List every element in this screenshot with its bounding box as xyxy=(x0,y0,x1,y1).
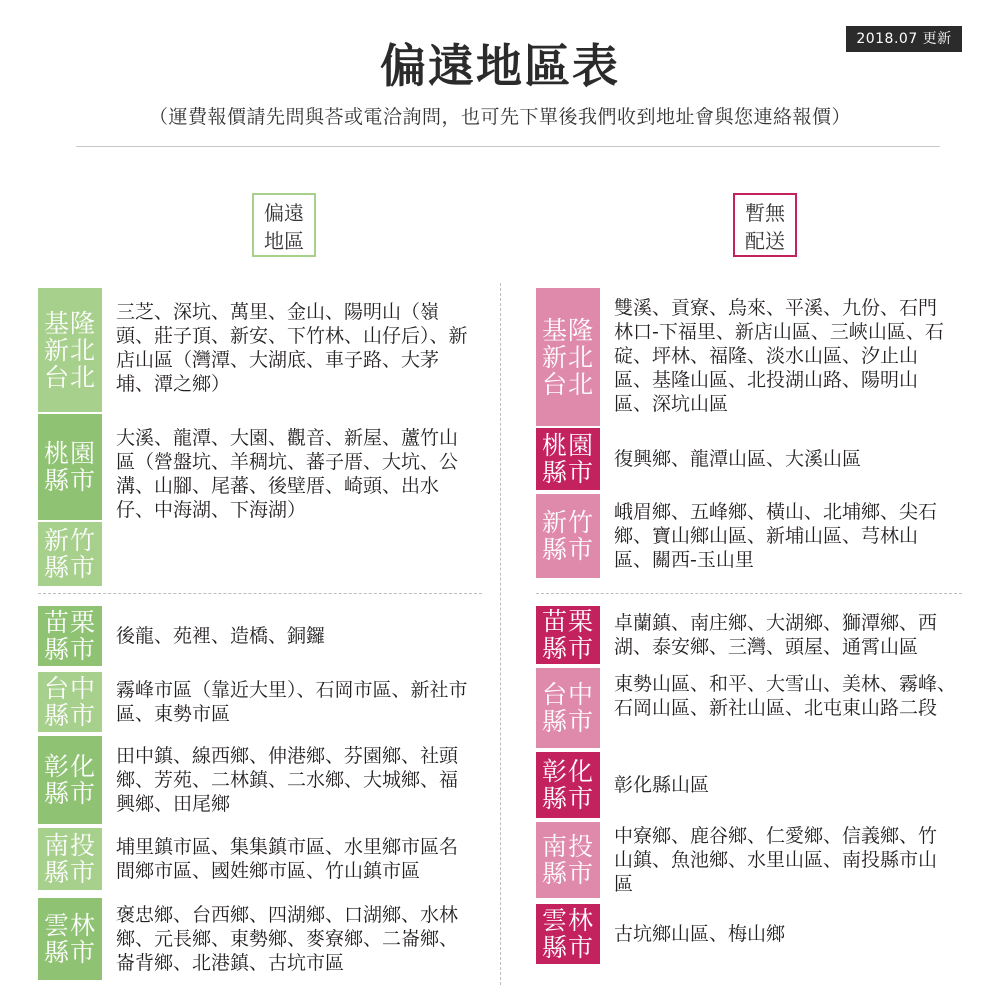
region-label-line: 縣市 xyxy=(541,784,594,813)
region-label-line: 縣市 xyxy=(541,535,594,564)
region-label-line: 桃園 xyxy=(541,431,594,460)
region-label-line: 縣市 xyxy=(541,859,594,888)
legend-no-delivery-line1: 暫無 xyxy=(745,201,785,225)
area-list: 卓蘭鎮、南庄鄉、大湖鄉、獅潭鄉、西湖、泰安鄉、三灣、頭屋、通霄山區 xyxy=(614,612,938,658)
remote-row-hsinchu xyxy=(38,522,488,586)
region-label xyxy=(536,668,600,748)
region-label-line: 縣市 xyxy=(541,707,594,736)
area-list: 中寮鄉、鹿谷鄉、仁愛鄉、信義鄉、竹山鎮、魚池鄉、水里山區、南投縣市山區 xyxy=(614,825,938,895)
remote-row-keelung xyxy=(38,288,488,412)
area-list: 古坑鄉山區、梅山鄉 xyxy=(614,923,786,945)
region-label-line: 縣市 xyxy=(43,938,96,967)
column-divider xyxy=(500,283,501,985)
region-label-line: 縣市 xyxy=(43,701,96,730)
remote-row-taichung xyxy=(38,672,488,732)
region-label-line: 南投 xyxy=(541,832,594,861)
area-list: 復興鄉、龍潭山區、大溪山區 xyxy=(614,448,862,470)
legend-remote-line1: 偏遠 xyxy=(264,201,304,225)
remote-row-taoyuan xyxy=(38,414,488,520)
region-label-line: 新竹 xyxy=(541,508,594,537)
region-label xyxy=(38,828,102,890)
region-label-line: 彰化 xyxy=(541,757,594,786)
region-label xyxy=(38,736,102,824)
region-label-line: 苗栗 xyxy=(541,607,594,636)
area-list: 東勢山區、和平、大雪山、美林、霧峰、 石岡山區、新社山區、北屯東山路二段 xyxy=(614,673,966,719)
region-label-line: 台北 xyxy=(541,369,594,399)
region-label xyxy=(536,752,600,818)
region-label-line: 縣市 xyxy=(43,635,96,664)
region-label-line: 台中 xyxy=(541,680,594,709)
page-subtitle: （運費報價請先問與荅或電洽詢問，也可先下單後我們收到地址會與您連絡報價） xyxy=(148,106,851,128)
page-title: 偏遠地區表 xyxy=(380,39,620,93)
update-badge: 2018.07 更新 xyxy=(846,26,962,52)
no-delivery-row-nantou xyxy=(536,822,962,898)
no-delivery-row-yunlin xyxy=(536,904,962,964)
region-label-line: 縣市 xyxy=(541,933,594,962)
area-list: 大溪、龍潭、大園、觀音、新屋、蘆竹山區（營盤坑、羊稠坑、蕃子厝、大坑、公溝、山腳、尾蕃、後壁厝、崎頭、出水仔、中海湖、下海湖） xyxy=(116,427,459,521)
region-label-line: 台北 xyxy=(43,362,96,392)
no-delivery-row-keelung xyxy=(536,288,962,426)
region-label xyxy=(536,494,600,578)
region-label-line: 雲林 xyxy=(43,911,96,940)
region-label-line: 基隆 xyxy=(43,308,96,338)
region-label xyxy=(536,288,600,426)
legend-remote-line2: 地區 xyxy=(264,229,304,253)
remote-row-miaoli xyxy=(38,606,488,666)
region-label-line: 桃園 xyxy=(43,439,96,468)
right-section-divider xyxy=(536,593,962,594)
region-label-line: 南投 xyxy=(43,831,96,860)
remote-row-changhua xyxy=(38,736,488,824)
area-list: 霧峰市區（靠近大里）、石岡市區、新社市區、東勢市區 xyxy=(116,679,468,725)
region-label xyxy=(536,822,600,898)
region-label-line: 新竹 xyxy=(43,526,96,555)
region-label xyxy=(38,672,102,732)
legend-no-delivery xyxy=(733,193,797,257)
region-label xyxy=(38,898,102,980)
region-label xyxy=(536,606,600,664)
region-label-line: 縣市 xyxy=(43,858,96,887)
left-section-divider xyxy=(38,593,482,594)
region-label xyxy=(38,414,102,520)
area-list: 三芝、深坑、萬里、金山、陽明山（嶺頭、莊子頂、新安、下竹林、山仔后）、新店山區（灣潭、大湖底、車子路、大茅埔、潭之鄉） xyxy=(116,301,468,395)
region-label-line: 縣市 xyxy=(43,779,96,808)
region-label-line: 基隆 xyxy=(541,315,594,345)
region-label-line: 台中 xyxy=(43,674,96,703)
no-delivery-row-taichung xyxy=(536,668,966,748)
remote-row-nantou xyxy=(38,828,488,890)
region-label-line: 新北 xyxy=(541,342,594,372)
region-label-line: 雲林 xyxy=(541,906,594,935)
legend-no-delivery-line2: 配送 xyxy=(745,229,785,253)
no-delivery-row-taoyuan xyxy=(536,428,962,490)
no-delivery-row-hsinchu xyxy=(536,494,962,578)
region-label-line: 苗栗 xyxy=(43,608,96,637)
no-delivery-row-miaoli xyxy=(536,606,962,664)
region-label xyxy=(536,904,600,964)
area-list: 田中鎮、線西鄉、伸港鄉、芬園鄉、社頭鄉、芳苑、二林鎮、二水鄉、大城鄉、福興鄉、田尾鄉 xyxy=(116,745,459,815)
region-label-line: 新北 xyxy=(43,335,96,365)
remote-row-yunlin xyxy=(38,898,488,980)
region-label xyxy=(536,428,600,490)
region-label-line: 縣市 xyxy=(541,634,594,663)
area-list xyxy=(116,522,471,586)
region-label-line: 縣市 xyxy=(43,553,96,582)
area-list: 彰化縣山區 xyxy=(614,774,710,796)
region-label-line: 縣市 xyxy=(43,466,96,495)
legend-remote xyxy=(252,193,316,257)
no-delivery-row-changhua xyxy=(536,752,962,818)
header-divider xyxy=(76,146,940,147)
area-list: 峨眉鄉、五峰鄉、橫山、北埔鄉、尖石鄉、寶山鄉山區、新埔山區、芎林山區、關西-玉山里 xyxy=(614,501,938,571)
region-label xyxy=(38,606,102,666)
region-label xyxy=(38,288,102,412)
area-list: 埔里鎮市區、集集鎮市區、水里鄉市區名間鄉市區、國姓鄉市區、竹山鎮市區 xyxy=(116,836,459,882)
area-list: 雙溪、貢寮、烏來、平溪、九份、石門林口-下福里、新店山區、三峽山區、石碇、坪林、福隆、淡水山區、汐止山區、基隆山區、北投湖山路、陽明山區、深坑山區 xyxy=(614,297,944,415)
region-label-line: 縣市 xyxy=(541,458,594,487)
region-label-line: 彰化 xyxy=(43,752,96,781)
region-label xyxy=(38,522,102,586)
area-list: 後龍、苑裡、造橋、銅鑼 xyxy=(116,625,326,647)
area-list: 褒忠鄉、台西鄉、四湖鄉、口湖鄉、水林鄉、元長鄉、東勢鄉、麥寮鄉、二崙鄉、崙背鄉、北港鎮、古坑市區 xyxy=(116,904,459,974)
